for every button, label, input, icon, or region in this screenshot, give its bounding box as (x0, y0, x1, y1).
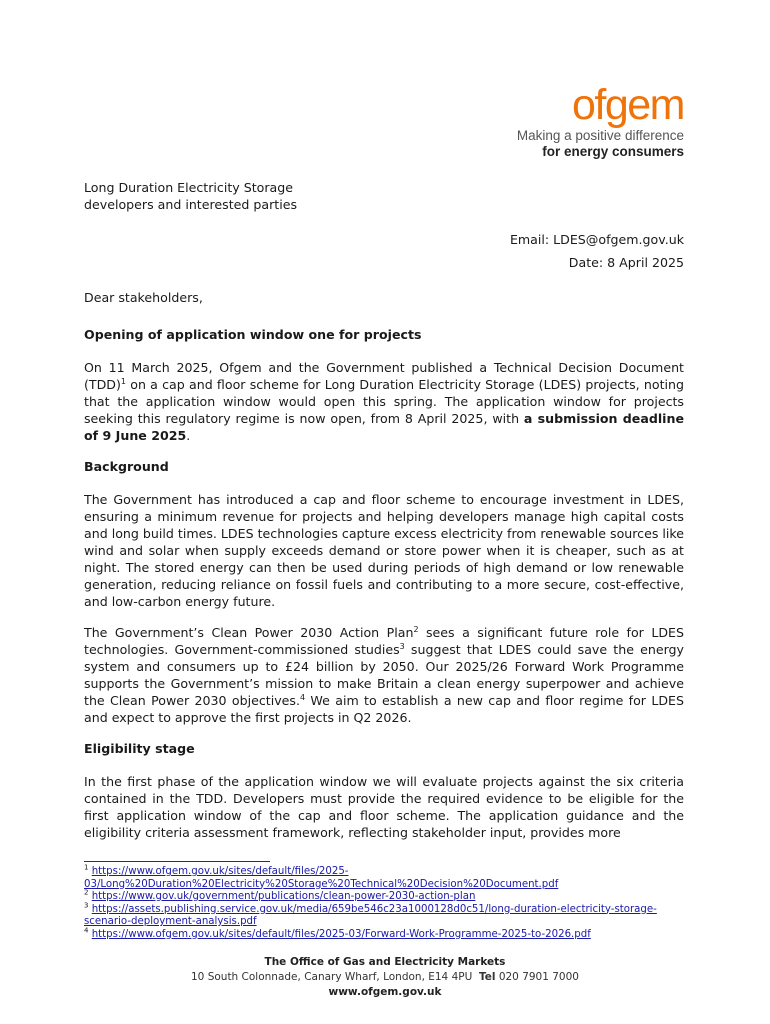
paragraph-eligibility: In the first phase of the application window we will evaluate projects against the six criteria contained in the TDD. Developers must provide the required evidence to be eligible for the first application window of the cap and floor scheme. The application guidance and the eligibility criteria assessment framework, reflecting stakeholder input, provides more (84, 774, 684, 840)
footer-org-name: The Office of Gas and Electricity Markets (264, 956, 506, 968)
letter-date: Date: 8 April 2025 (568, 255, 684, 270)
salutation: Dear stakeholders, (84, 290, 203, 305)
contact-email: Email: LDES@ofgem.gov.uk (509, 232, 684, 247)
footnote-divider (84, 861, 270, 862)
footnote-1-link[interactable]: https://www.ofgem.gov.uk/sites/default/files/2025- (91, 866, 349, 877)
footnotes (84, 863, 684, 941)
footnote-ref-1[interactable]: 1 (120, 376, 127, 386)
logo-tagline-1: Making a positive difference (516, 128, 684, 143)
letter-meta (84, 228, 684, 274)
footnote-1-link-cont[interactable]: 03/Long%20Duration%20Electricity%20Storage%20Technical%20Decision%20Document.pdf (84, 878, 559, 890)
heading-background: Background (84, 459, 169, 474)
footer-tel-label: Tel (478, 971, 496, 983)
footnote-2-link[interactable]: https://www.gov.uk/government/publications/clean-power-2030-action-plan (91, 891, 476, 902)
ofgem-logo (517, 82, 684, 160)
address-line-2: developers and interested parties (84, 197, 298, 212)
footer-website[interactable]: www.ofgem.gov.uk (328, 986, 442, 998)
footer-address: 10 South Colonnade, Canary Wharf, London, E14 4PU (191, 971, 473, 983)
submission-deadline: a submission deadline of 9 June 2025 (84, 411, 684, 443)
paragraph-application-window: On 11 March 2025, Ofgem and the Government published a Technical Decision Document (TDD)$^1$ on a cap and floor scheme for Long Duration Electricity Storage (LDES) projects, noting that the application window would open this spring. The application window for projects seeking this regulatory regime is now open, from 8 April 2025, with a submission deadline of 9 June 2025. (84, 360, 684, 443)
footnote-ref-3[interactable]: 3 (399, 641, 405, 651)
heading-application-window: Opening of application window one for projects (84, 327, 422, 342)
footnote-3: $^3$ https://assets.publishing.service.gov.uk/media/659be546c23a1000128d0c51/long-duration-electricity-storage- scenario-deployment-analysis.pdf (84, 901, 657, 927)
footnote-3-link-cont[interactable]: scenario-deployment-analysis.pdf (84, 916, 257, 927)
footnote-ref-4[interactable]: 4 (299, 692, 306, 702)
footer-address-line (0, 970, 770, 985)
footnote-2: $^2$ https://www.gov.uk/government/publications/clean-power-2030-action-plan (84, 888, 476, 902)
footer-tel: 020 7901 7000 (498, 971, 579, 983)
recipient-address (84, 179, 684, 213)
footnote-ref-2[interactable]: 2 (413, 624, 419, 634)
paragraph-clean-power: The Government’s Clean Power 2030 Action Plan$^2$ sees a significant future role for LDES technologies. Government-commissioned studies$^3$ suggest that LDES could save the energy system and consumers up to £24 billion by 2050. Our 2025/26 Forward Work Programme supports the Government’s mission to make Britain a clean energy superpower and achieve the Clean Power 2030 objectives.$^4$ We aim to establish a new cap and floor regime for LDES and expect to approve the first projects in Q2 2026. (84, 624, 684, 725)
address-line-1: Long Duration Electricity Storage (84, 180, 294, 195)
letter-body (84, 326, 684, 855)
logo-tagline-2: for energy consumers (542, 144, 684, 159)
footnote-1: $^1$ https://www.ofgem.gov.uk/sites/default/files/2025- 03/Long%20Duration%20Electricity%20Storage%20Technical%20Decision%20Document.pdf (84, 863, 559, 890)
footnote-4: $^4$ https://www.ofgem.gov.uk/sites/default/files/2025-03/Forward-Work-Programme-2025-to-2026.pdf (84, 926, 591, 940)
logo-wordmark: ofgem (571, 81, 684, 129)
page-footer (0, 955, 770, 1000)
footnote-3-link[interactable]: https://assets.publishing.service.gov.uk/media/659be546c23a1000128d0c51/long-duration-electricity-storage- (91, 903, 657, 915)
heading-eligibility: Eligibility stage (84, 741, 195, 756)
paragraph-background: The Government has introduced a cap and floor scheme to encourage investment in LDES, ensuring a minimum revenue for projects and helping developers manage high capital costs and long build times. LDES technologies capture excess electricity from renewable sources like wind and solar when supply exceeds demand or store power when it is cheaper, such as at night. The stored energy can then be used during periods of high demand or low renewable generation, reducing reliance on fossil fuels and contributing to a more secure, cost-effective, and low-carbon energy future. (84, 492, 684, 609)
footnote-4-link[interactable]: https://www.ofgem.gov.uk/sites/default/files/2025-03/Forward-Work-Programme-2025-to-2026.pdf (91, 928, 591, 940)
